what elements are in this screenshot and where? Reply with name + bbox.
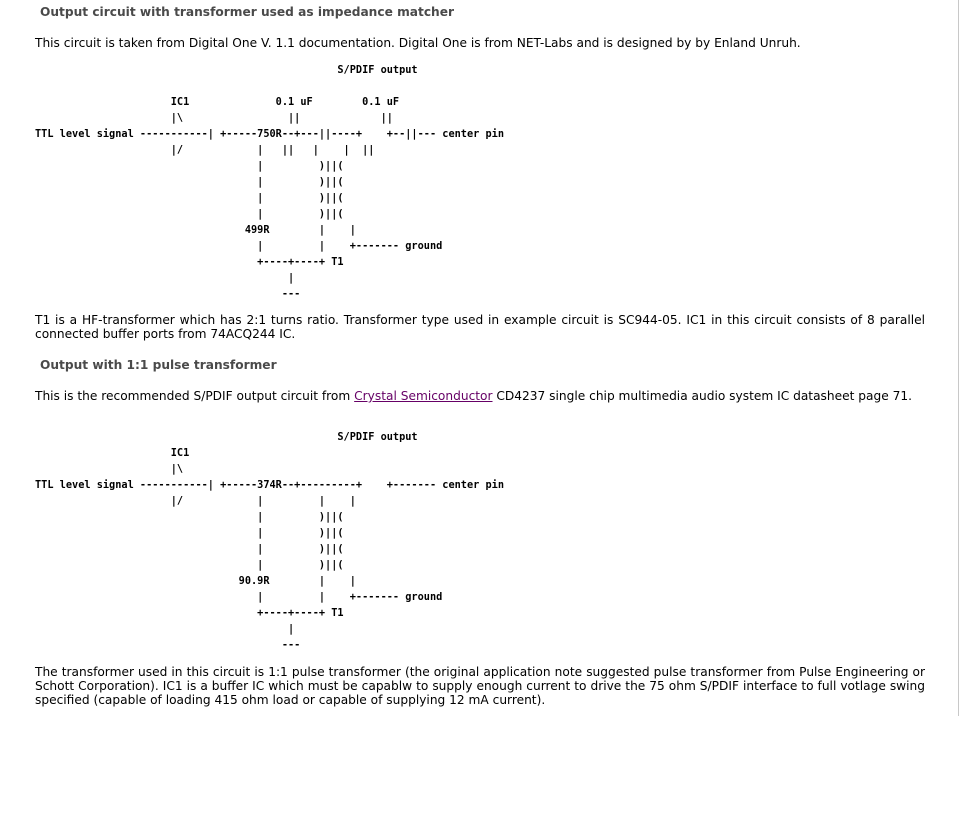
section2-intro-text-after: CD4237 single chip multimedia audio system IC datasheet page 71. bbox=[492, 389, 912, 403]
schematic-pulse-transformer: S/PDIF output IC1 |\ TTL level signal -----------| +-----374R--+---------+ +------- center pin |/ | | | | )||( | )||( | )||( | )||( 90.9R | | | | +------- ground +----+----+ T1 | --- bbox=[35, 431, 504, 651]
section-heading-pulse-transformer: Output with 1:1 pulse transformer bbox=[40, 358, 277, 372]
section2-description-paragraph: The transformer used in this circuit is 1:1 pulse transformer (the original application note suggested pulse transformer from Pulse Engineering or Schott Corporation). IC1 is a buffer IC which must be capablw to supply enough current to drive the 75 ohm S/PDIF interface to full votlage swing specified (capable of loading 415 ohm load or capable of supplying 12 mA current). bbox=[35, 665, 925, 707]
crystal-semiconductor-link[interactable]: Crystal Semiconductor bbox=[354, 389, 493, 403]
section2-intro-paragraph bbox=[35, 389, 925, 403]
page-right-divider bbox=[958, 0, 959, 716]
section-heading-impedance-matcher: Output circuit with transformer used as impedance matcher bbox=[40, 5, 455, 19]
schematic-transformer-impedance-matcher: S/PDIF output IC1 0.1 uF 0.1 uF |\ || || TTL level signal -----------| +-----750R--+---||----+ +--||--- center pin |/ | || | | || | )||( | )||( | )||( | )||( 499R | | | | +------- ground +----+----+ T1 | --- bbox=[35, 64, 504, 300]
section1-intro-paragraph: This circuit is taken from Digital One V. 1.1 documentation. Digital One is from NET-Labs and is designed by by Enland Unruh. bbox=[35, 36, 801, 50]
section2-intro-text-before: This is the recommended S/PDIF output circuit from bbox=[35, 389, 355, 403]
section1-description-paragraph: T1 is a HF-transformer which has 2:1 turns ratio. Transformer type used in example circuit is SC944-05. IC1 in this circuit consists of 8 parallel connected buffer ports from 74ACQ244 IC. bbox=[35, 313, 925, 341]
